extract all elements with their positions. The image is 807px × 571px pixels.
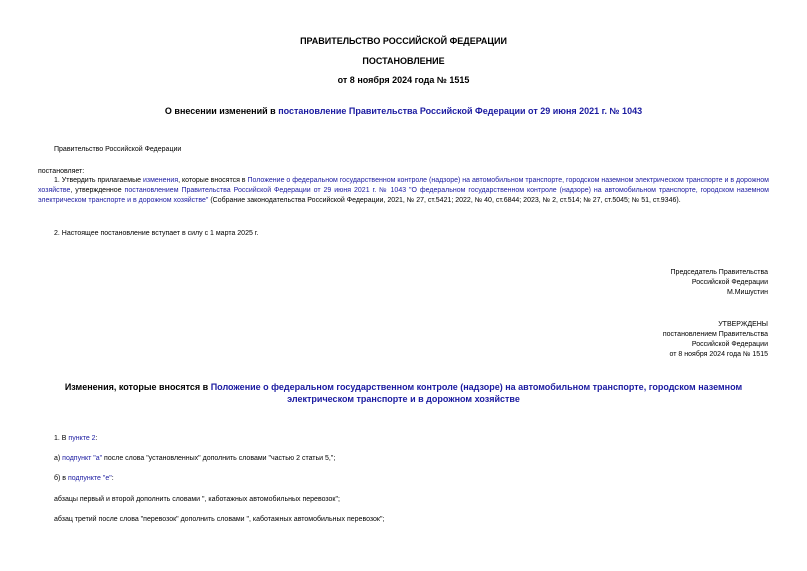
change-subitem-b	[54, 474, 114, 484]
item1-colon: :	[95, 435, 98, 442]
signature-line-1: Председатель Правительства	[670, 269, 768, 276]
subitem-a-link[interactable]: подпункт "а"	[62, 455, 103, 462]
government-name: Правительство Российской Федерации	[54, 146, 182, 153]
document-title	[0, 106, 807, 116]
subitem-b-prefix: б) в	[54, 475, 68, 482]
changes-title-prefix: Изменения, которые вносятся в	[64, 382, 211, 392]
approved-block	[663, 320, 768, 360]
document-type: ПОСТАНОВЛЕНИЕ	[362, 56, 445, 66]
item1-text: 1. В	[54, 435, 69, 442]
paragraph-1	[38, 176, 769, 206]
paragraph-2: 2. Настоящее постановление вступает в силу с 1 марта 2025 г.	[54, 230, 259, 237]
title-prefix: О внесении изменений в	[164, 106, 279, 116]
document-date-number: от 8 ноября 2024 года № 1515	[337, 75, 470, 85]
signature-line-2: Российской Федерации	[691, 279, 768, 286]
signature-line-3: М.Мишустин	[726, 289, 768, 296]
changes-title	[60, 381, 747, 405]
changes-title-link[interactable]: Положение о федеральном государственном контроле (надзоре) на автомобильном транспорте, городском наземном электрическом транспорте и в дорожном хозяйстве	[210, 382, 743, 404]
subitem-a-prefix: а)	[54, 455, 63, 462]
approved-line-4: от 8 ноября 2024 года № 1515	[669, 351, 768, 358]
approved-line-2: постановлением Правительства	[662, 331, 768, 338]
p1-text-c: , утвержденное	[70, 187, 125, 194]
change-paragraph-2: абзац третий после слова "перевозок" дополнить словами ", каботажных автомобильных перевозок";	[54, 516, 385, 523]
approved-line-3: Российской Федерации	[691, 341, 768, 348]
item1-link[interactable]: пункте 2	[68, 435, 96, 442]
p1-link-resolution[interactable]: постановлением Правительства Российской Федерации от 29 июня 2021 г. № 1043 "О федеральном государственном контроле (надзоре) на автомобильном транспорте, городском наземном электрическом транспорте и в дорожном хозяйстве"	[38, 187, 769, 204]
p1-text-d: (Собрание законодательства Российской Федерации, 2021, № 27, ст.5421; 2022, № 40, ст.6844; 2023, № 2, ст.514; № 27, ст.5045; № 51, ст.9346).	[208, 197, 681, 204]
approved-line-1: УТВЕРЖДЕНЫ	[718, 321, 768, 328]
change-paragraph-1: абзацы первый и второй дополнить словами ", каботажных автомобильных перевозок";	[54, 496, 340, 503]
p1-text-a: 1. Утвердить прилагаемые	[54, 177, 143, 184]
subitem-b-colon: :	[111, 475, 114, 482]
subitem-a-text: после слова "установленных" дополнить словами "частью 2 статьи 5,";	[102, 455, 336, 462]
change-subitem-a	[54, 454, 335, 464]
title-link[interactable]: постановление Правительства Российской Федерации от 29 июня 2021 г. № 1043	[278, 106, 643, 116]
p1-text-b: , которые вносятся в	[178, 177, 248, 184]
government-heading: ПРАВИТЕЛЬСТВО РОССИЙСКОЙ ФЕДЕРАЦИИ	[300, 36, 507, 46]
p1-link-changes[interactable]: изменения	[142, 177, 179, 184]
change-item-1	[54, 434, 98, 444]
signature-block	[671, 268, 768, 298]
subitem-b-link[interactable]: подпункте "е"	[67, 475, 112, 482]
resolves-label: постановляет:	[38, 168, 85, 175]
p1-link-regulation[interactable]: Положение о федеральном государственном контроле (надзоре) на автомобильном транспорте, городском наземном электрическом транспорте и в дорожном хозяйстве	[38, 177, 769, 194]
